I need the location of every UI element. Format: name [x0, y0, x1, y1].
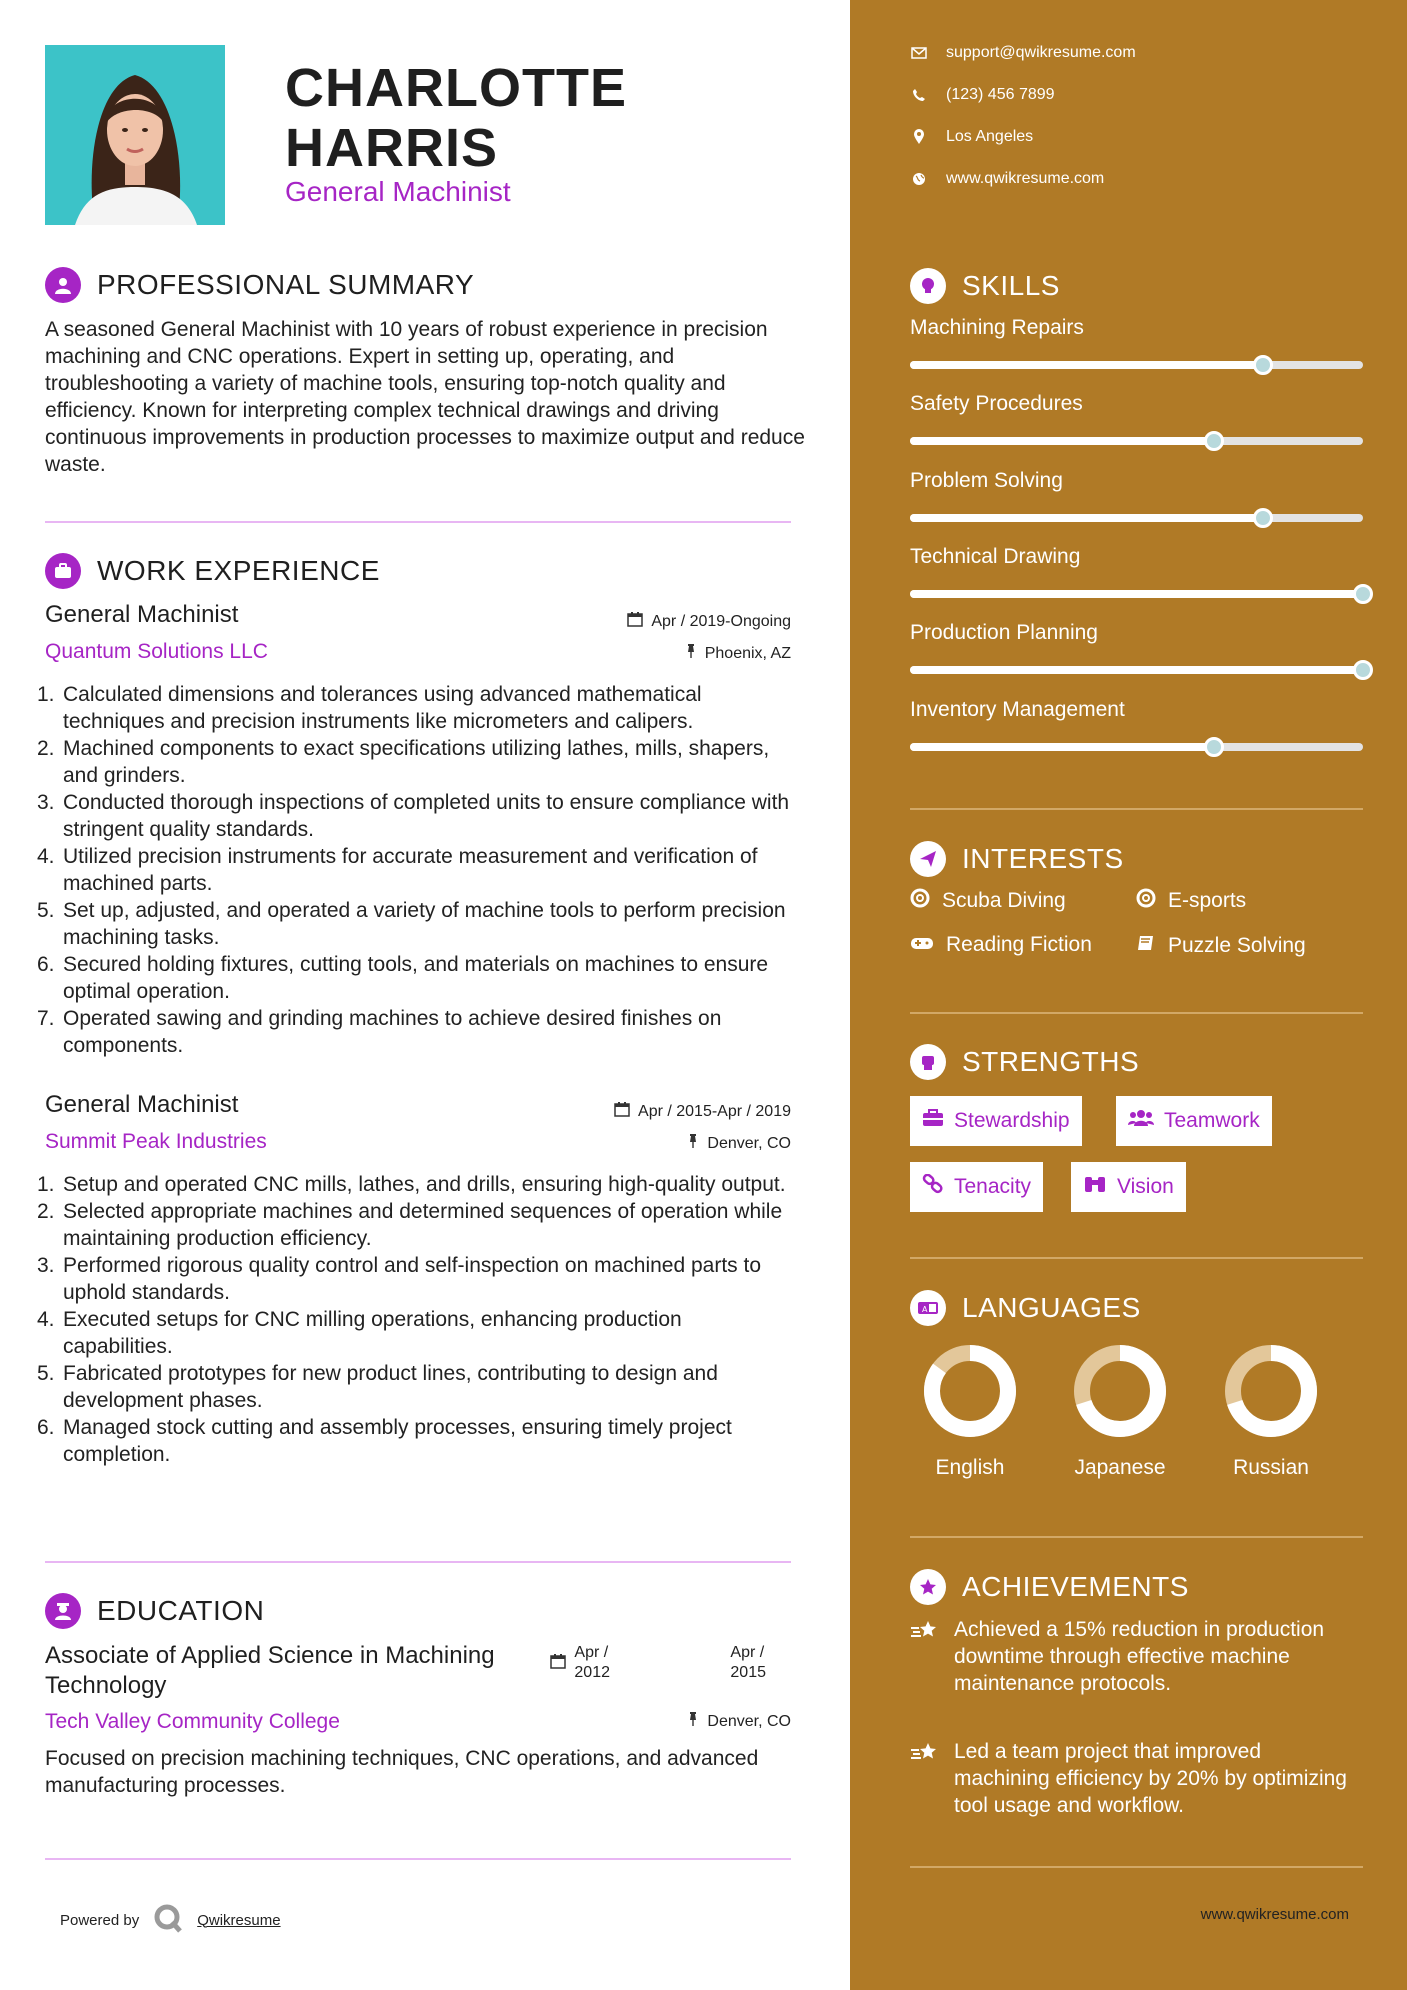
list-item: 2. Machined components to exact specifications utilizing lathes, mills, shapers, and grinders.: [37, 737, 770, 787]
languages-heading: [910, 1290, 1141, 1326]
job-title: General Machinist: [285, 176, 511, 207]
education-end-date: Apr / 2015: [730, 1644, 766, 1681]
skill-bar-knob: [1204, 431, 1224, 451]
job-2-company: Summit Peak Industries: [45, 1130, 267, 1153]
strength-tag: Stewardship: [910, 1096, 1082, 1146]
divider: [45, 1561, 791, 1563]
strengths-heading: [910, 1044, 1139, 1080]
strength-tag: Tenacity: [910, 1162, 1043, 1212]
list-item: 5. Set up, adjusted, and operated a variety of machine tools to perform precision machining tasks.: [37, 899, 786, 949]
pin-icon: [685, 643, 697, 664]
skill-bar: [910, 743, 1363, 751]
life-ring-icon: [910, 888, 930, 914]
summary-heading: [45, 267, 474, 303]
interests-title: INTERESTS: [962, 843, 1124, 874]
skill-label: Safety Procedures: [910, 392, 1083, 415]
contact-phone[interactable]: (123) 456 7899: [910, 86, 1055, 104]
shooting-star-icon: [910, 1738, 940, 1819]
skills-heading: [910, 268, 1060, 304]
fist-icon: [910, 1044, 946, 1080]
language-label: Russian: [1233, 1456, 1309, 1479]
graduate-icon: [45, 1593, 81, 1629]
qwikresume-link[interactable]: Qwikresume: [197, 1911, 281, 1929]
job-2-location-text: Denver, CO: [707, 1134, 791, 1152]
divider: [910, 808, 1363, 810]
list-item: 1. Setup and operated CNC mills, lathes, and drills, ensuring high-quality output.: [37, 1173, 786, 1196]
education-description: Focused on precision machining techniques, CNC operations, and advanced manufacturing processes.: [45, 1747, 759, 1797]
divider: [910, 1536, 1363, 1538]
skill-label: Technical Drawing: [910, 545, 1081, 568]
education-start-date: Apr / 2012: [550, 1643, 610, 1683]
powered-by: Powered by Qwikresume: [60, 1903, 281, 1937]
language-icon: [910, 1290, 946, 1326]
footer-website-link[interactable]: www.qwikresume.com: [1200, 1906, 1349, 1923]
binoculars-icon: [1083, 1174, 1107, 1200]
lightbulb-icon: [910, 268, 946, 304]
briefcase-icon: [45, 553, 81, 589]
skill-bar-fill: [910, 666, 1363, 674]
briefcase-icon: [922, 1109, 944, 1133]
education-title: EDUCATION: [97, 1595, 265, 1626]
interests-heading: [910, 841, 1124, 877]
degree: Associate of Applied Science in Machining Technology: [45, 1642, 495, 1699]
job-2-date: [614, 1101, 791, 1122]
interest-item: Puzzle Solving: [1136, 933, 1306, 959]
job-1-location: [685, 643, 791, 664]
achievements-title: ACHIEVEMENTS: [962, 1571, 1189, 1602]
language-item: [1045, 1344, 1195, 1480]
pin-icon: [687, 1133, 699, 1154]
interest-item: Scuba Diving: [910, 888, 1066, 914]
list-item: 7. Operated sawing and grinding machines to achieve desired finishes on components.: [37, 1007, 722, 1057]
divider: [45, 1858, 791, 1860]
link-icon: [922, 1174, 944, 1200]
calendar-icon: [614, 1101, 630, 1122]
skill-bar-fill: [910, 514, 1263, 522]
job-1-company: Quantum Solutions LLC: [45, 640, 268, 663]
summary-text: A seasoned General Machinist with 10 years of robust experience in precision machining and CNC operations. Expert in setting up, operating, and troubleshooting a variety of machine tools, ensuring top-notch quality and efficiency. Known for interpreting complex technical drawings and driving continuous improvements in production processes to maximize output and reduce waste.: [45, 318, 805, 476]
profile-photo: [45, 45, 225, 225]
job-1-title: General Machinist: [45, 601, 239, 628]
job-2-title: General Machinist: [45, 1091, 239, 1118]
qwikresume-logo-icon: [153, 1903, 183, 1937]
users-icon: [1128, 1109, 1154, 1133]
skill-bar: [910, 590, 1363, 598]
list-item: 4. Utilized precision instruments for accurate measurement and verification of machined parts.: [37, 845, 758, 895]
book-icon: [1136, 933, 1156, 959]
job-2-date-text: Apr / 2015-Apr / 2019: [638, 1102, 791, 1120]
skill-label: Machining Repairs: [910, 316, 1084, 339]
job-1-location-text: Phoenix, AZ: [704, 644, 791, 662]
language-label: Japanese: [1074, 1456, 1166, 1479]
calendar-icon: [627, 611, 643, 632]
list-item: 1. Calculated dimensions and tolerances using advanced mathematical techniques and precision instruments like micrometers and calipers.: [37, 683, 702, 733]
list-item: 6. Managed stock cutting and assembly processes, ensuring timely project completion.: [37, 1416, 732, 1466]
language-item: [1196, 1344, 1346, 1480]
education-location: Denver, CO: [687, 1711, 791, 1732]
summary-title: PROFESSIONAL SUMMARY: [97, 269, 475, 300]
divider: [910, 1012, 1363, 1014]
skill-bar-knob: [1353, 660, 1373, 680]
list-item: 2. Selected appropriate machines and determined sequences of operation while maintaining production efficiency.: [37, 1200, 783, 1250]
name-line-2: HARRIS: [285, 118, 499, 178]
list-item: 3. Conducted thorough inspections of completed units to ensure compliance with stringent quality standards.: [37, 791, 790, 841]
experience-title: WORK EXPERIENCE: [97, 555, 380, 586]
star-icon: [910, 1569, 946, 1605]
skill-label: Inventory Management: [910, 698, 1125, 721]
life-ring-icon: [1136, 888, 1156, 914]
contact-location: Los Angeles: [910, 128, 1033, 146]
map-marker-icon: [910, 129, 928, 145]
contact-email[interactable]: support@qwikresume.com: [910, 44, 1136, 62]
phone-icon: [910, 88, 928, 102]
strength-tag: Teamwork: [1116, 1096, 1272, 1146]
divider: [910, 1866, 1363, 1868]
svg-text:A: A: [922, 1305, 928, 1314]
skill-label: Problem Solving: [910, 469, 1063, 492]
job-2-location: [687, 1133, 791, 1154]
interest-item: E-sports: [1136, 888, 1246, 914]
skills-title: SKILLS: [962, 270, 1060, 301]
divider: [910, 1257, 1363, 1259]
list-item: 3. Performed rigorous quality control and self-inspection on machined parts to uphold standards.: [37, 1254, 762, 1304]
school: Tech Valley Community College: [45, 1710, 340, 1733]
divider: [45, 521, 791, 523]
language-label: English: [935, 1456, 1005, 1479]
education-heading: [45, 1593, 264, 1629]
shooting-star-icon: [910, 1616, 940, 1697]
job-2-responsibilities: [37, 1171, 797, 1468]
calendar-icon: [550, 1653, 566, 1674]
skill-bar-fill: [910, 590, 1363, 598]
interest-item: Reading Fiction: [910, 933, 1092, 957]
achievements-heading: [910, 1569, 1189, 1605]
skill-bar-fill: [910, 361, 1263, 369]
list-item: 4. Executed setups for CNC milling operations, enhancing production capabilities.: [37, 1308, 682, 1358]
experience-heading: [45, 553, 380, 589]
skill-label: Production Planning: [910, 621, 1098, 644]
skill-bar-fill: [910, 743, 1214, 751]
skill-bar: [910, 361, 1363, 369]
strengths-title: STRENGTHS: [962, 1046, 1140, 1077]
skill-bar: [910, 514, 1363, 522]
achievement-item: Achieved a 15% reduction in production downtime through effective machine maintenance protocols.: [910, 1616, 1360, 1697]
language-item: [895, 1344, 1045, 1480]
skill-bar-knob: [1353, 584, 1373, 604]
job-1-date-text: Apr / 2019-Ongoing: [651, 612, 791, 630]
strength-tag: Vision: [1071, 1162, 1186, 1212]
name-line-1: CHARLOTTE: [285, 58, 627, 118]
gamepad-icon: [910, 933, 934, 957]
list-item: 5. Fabricated prototypes for new product lines, contributing to design and development phases.: [37, 1362, 718, 1412]
list-item: 6. Secured holding fixtures, cutting tools, and materials on machines to ensure optimal operation.: [37, 953, 769, 1003]
skill-bar-knob: [1204, 737, 1224, 757]
skill-bar-fill: [910, 437, 1214, 445]
skill-bar: [910, 437, 1363, 445]
contact-website[interactable]: www.qwikresume.com: [910, 170, 1104, 188]
skill-bar: [910, 666, 1363, 674]
envelope-icon: [910, 47, 928, 59]
pin-icon: [687, 1711, 699, 1732]
candidate-name: [285, 58, 627, 178]
languages-title: LANGUAGES: [962, 1292, 1141, 1323]
globe-icon: [910, 172, 928, 186]
paper-plane-icon: [910, 841, 946, 877]
job-1-responsibilities: [37, 681, 797, 1059]
job-1-date: [627, 611, 791, 632]
achievement-item: Led a team project that improved machining efficiency by 20% by optimizing tool usage and workflow.: [910, 1738, 1360, 1819]
user-icon: [45, 267, 81, 303]
